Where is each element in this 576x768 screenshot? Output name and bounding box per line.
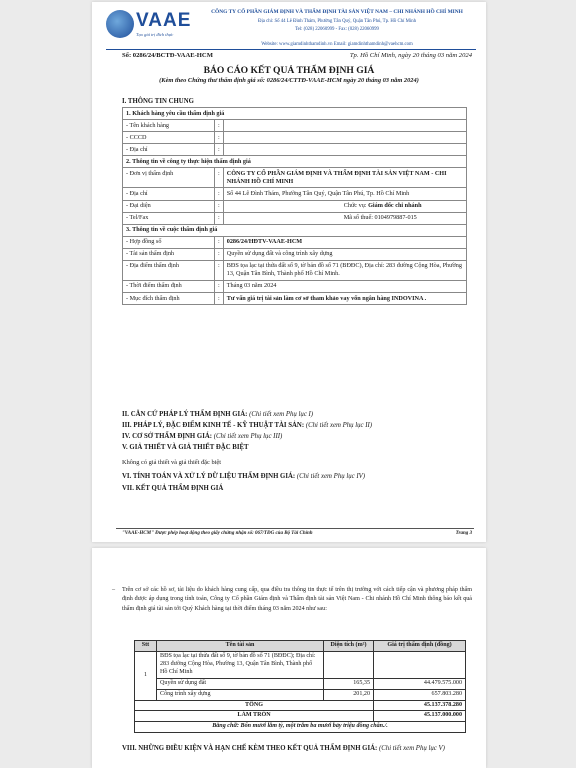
- purpose-label: - Mục đích thẩm định: [123, 293, 215, 305]
- document-page-1: [92, 2, 486, 542]
- total-row: [135, 700, 466, 711]
- cccd-value: [223, 132, 466, 144]
- customer-address-value: [223, 144, 466, 156]
- subsection-appraisal: 3. Thông tin về cuộc thẩm định giá: [123, 224, 467, 236]
- general-info-section: [122, 98, 467, 305]
- footer-divider: [116, 528, 474, 529]
- col-stt: Stt: [135, 641, 157, 652]
- row-stt: 1: [135, 651, 157, 700]
- document-page-2: [92, 548, 486, 768]
- letterhead: [106, 8, 476, 50]
- company-web: Website: www.giamdinhthamdinh.vn Email: giamdinhthamdinh@vaehcm.com: [261, 42, 413, 47]
- section-8-heading: VIII. NHỮNG ĐIỀU KIỆN VÀ HẠN CHẾ KÈM THEO KẾT QUẢ THẨM ĐỊNH GIÁ: (Chi tiết xem Phụ lục V): [122, 745, 445, 752]
- company-address-value: Số 44 Lê Đình Thám, Phường Tân Quý, Quận Tân Phú, Tp. Hồ Chí Minh: [223, 188, 466, 200]
- result-intro: [112, 586, 472, 614]
- section-5-heading: V. GIẢ THIẾT VÀ GIẢ THIẾT ĐẶC BIỆT: [122, 444, 249, 451]
- table-row: [135, 651, 466, 678]
- result-table: [134, 640, 466, 733]
- building-area: 201,20: [324, 689, 374, 700]
- general-info-table: 1. Khách hàng yêu cầu thẩm định giá - Tên khách hàng : - CCCD : - Địa chỉ : 2. Thông tin về công ty thực hiện thẩm định giá - Đơn vị thẩm định : CÔNG TY CỔ PHẦN GIÁM ĐỊNH VÀ THẨM ĐỊNH TÀI SẢN VIỆT NAM - CHI NHÁNH HỒ CHÍ MINH - Địa chỉ : Số 44 Lê Đình Thám, Phường Tân Quý, Quận Tân Phú, Tp. Hồ Chí Minh - Đại diện : Chức vụ: Giám đốc chi nhánh - Tel/Fax : Mã số thuế: 0104979887-015 3. Thông tin về cuộc thẩm định giá - Hợp đồng số : 0286/24/HĐTV-VAAE-HCM - Tài sản thẩm định : Quyền sử dụng đất và công trình xây dựng - Địa điểm thẩm định : BĐS tọa lạc tại thửa đất số 9, tờ bản đồ số 71 (BĐĐC), Địa chỉ: 283 đường Cộng Hòa, Phường 13, Quận Tân Bình, Thành phố Hồ Chí Minh. - Thời điểm thẩm định : Tháng 03 năm 2024 - Mục đích thẩm định : Tư vấn giá trị tài sản làm cơ sở tham khảo vay vốn ngân hàng INDOVINA .: [122, 107, 467, 305]
- globe-icon: [106, 10, 134, 38]
- section-2-heading: II. CĂN CỨ PHÁP LÝ THẨM ĐỊNH GIÁ: (Chi tiết xem Phụ lục I): [122, 411, 314, 418]
- place-date: Tp. Hồ Chí Minh, ngày 20 tháng 03 năm 2024: [349, 52, 472, 59]
- col-asset-name: Tên tài sản: [157, 641, 324, 652]
- rounded-value: 45.137.000.000: [374, 711, 466, 722]
- section-6-heading: VI. TÍNH TOÁN VÀ XỬ LÝ DỮ LIỆU THẨM ĐỊNH GIÁ: (Chi tiết xem Phụ lục IV): [122, 473, 365, 480]
- subsection-company: 2. Thông tin về công ty thực hiện thẩm định giá: [123, 156, 467, 168]
- header-divider: [106, 49, 476, 50]
- section-1-heading: I. THÔNG TIN CHUNG: [122, 98, 194, 105]
- reference-number: Số: 0286/24/BCTĐ-VAAE-HCM: [122, 52, 213, 59]
- total-value: 45.137.378.280: [374, 700, 466, 711]
- intro-text: Trên cơ sở các hồ sơ, tài liệu do khách hàng cung cấp, qua điều tra thông tin thực tế trên thị trường với cách tiếp cận và phương pháp thẩm định được áp dụng trong tính toán, Công ty Cổ phần Giám định và Thẩm định tài sản Việt Nam - Chi nhánh Hồ Chí Minh thông báo kết quả thẩm định giá tài sản tới Quý Khách hàng tại thời điểm tháng 03 năm 2024 như sau:: [122, 587, 472, 612]
- logo-tagline: Tạo giá trị đích thực: [136, 32, 174, 37]
- location-value: BĐS tọa lạc tại thửa đất số 9, tờ bản đồ số 71 (BĐĐC), Địa chỉ: 283 đường Cộng Hòa, Phường 13, Quận Tân Bình, Thành phố Hồ Chí Minh.: [223, 260, 466, 280]
- col-area: Diện tích (m²): [324, 641, 374, 652]
- company-logo: [106, 8, 194, 44]
- section-5-text: Không có giả thiết và giả thiết đặc biệt: [122, 459, 222, 466]
- report-title: BÁO CÁO KẾT QUẢ THẨM ĐỊNH GIÁ: [203, 65, 375, 76]
- land-area: 165,35: [324, 678, 374, 689]
- contract-value: 0286/24/HĐTV-VAAE-HCM: [223, 236, 466, 248]
- section-3-heading: III. PHÁP LÝ, ĐẶC ĐIỂM KINH TẾ - KỸ THUẬT TÀI SẢN: (Chi tiết xem Phụ lục II): [122, 422, 373, 429]
- appraiser-unit-label: - Đơn vị thẩm định: [123, 168, 215, 188]
- company-phone: Tel: (028) 22060999 - Fax: (028) 22060999: [295, 27, 379, 32]
- section-4-heading: IV. CƠ SỞ THẨM ĐỊNH GIÁ: (Chi tiết xem Phụ lục III): [122, 433, 283, 440]
- tel-fax-label: - Tel/Fax: [123, 212, 215, 224]
- company-name: CÔNG TY CỔ PHẦN GIÁM ĐỊNH VÀ THẨM ĐỊNH TÀI SẢN VIỆT NAM – CHI NHÁNH HỒ CHÍ MINH: [211, 9, 463, 15]
- tax-code: Mã số thuế: 0104979887-015: [223, 212, 466, 224]
- customer-address-label: - Địa chỉ: [123, 144, 215, 156]
- row-description: BĐS tọa lạc tại thửa đất số 9, tờ bản đồ số 71 (BĐĐC); Địa chỉ: 283 đường Cộng Hòa, Phường 13, Quận Tân Bình, Thành phố Hồ Chí Minh: [157, 651, 324, 678]
- customer-name-value: [223, 120, 466, 132]
- subsection-customer: 1. Khách hàng yêu cầu thẩm định giá: [123, 108, 467, 120]
- time-value: Tháng 03 năm 2024: [223, 280, 466, 292]
- amount-in-words-row: [135, 722, 466, 733]
- time-label: - Thời điểm thẩm định: [123, 280, 215, 292]
- total-label: TỔNG: [135, 700, 374, 711]
- section-7-heading: VII. KẾT QUẢ THẨM ĐỊNH GIÁ: [122, 485, 224, 492]
- representative-label: - Đại diện: [123, 200, 215, 212]
- reference-line: [122, 52, 472, 62]
- table-row: [135, 678, 466, 689]
- intro-dash: –: [112, 587, 116, 593]
- customer-name-label: - Tên khách hàng: [123, 120, 215, 132]
- rounded-row: [135, 711, 466, 722]
- company-address-label: - Địa chỉ: [123, 188, 215, 200]
- asset-value: Quyền sử dụng đất và công trình xây dựng: [223, 248, 466, 260]
- asset-label: - Tài sản thẩm định: [123, 248, 215, 260]
- building-name: Công trình xây dựng: [157, 689, 324, 700]
- contract-label: - Hợp đồng số: [123, 236, 215, 248]
- company-address: Địa chỉ: Số 44 Lê Đình Thám, Phường Tân Quý, Quận Tân Phú, Tp. Hồ Chí Minh: [257, 19, 416, 24]
- report-subtitle: (Kèm theo Chứng thư thẩm định giá số: 0286/24/CTTĐ-VAAE-HCM ngày 20 tháng 03 năm 2024): [159, 77, 419, 84]
- footer-license: "VAAE-HCM" Được phép hoạt động theo giấy chứng nhận số: 067/TĐG của Bộ Tài Chính: [122, 531, 313, 536]
- amount-in-words: Bằng chữ: Bốn mươi lăm tỷ, một trăm ba mươi bảy triệu đồng chẵn./.: [135, 722, 466, 733]
- rounded-label: LÀM TRÒN: [135, 711, 374, 722]
- land-value: 44.479.575.000: [374, 678, 466, 689]
- logo-text: VAAE: [136, 10, 192, 31]
- appraiser-unit-value: CÔNG TY CỔ PHẦN GIÁM ĐỊNH VÀ THẨM ĐỊNH TÀI SẢN VIỆT NAM - CHI NHÁNH HỒ CHÍ MINH: [223, 168, 466, 188]
- page-footer: [122, 531, 472, 536]
- purpose-value: Tư vấn giá trị tài sản làm cơ sở tham khảo vay vốn ngân hàng INDOVINA .: [223, 293, 466, 305]
- page-number: Trang 3: [455, 531, 472, 536]
- table-row: [135, 689, 466, 700]
- building-value: 657.803.280: [374, 689, 466, 700]
- result-section: [134, 640, 466, 733]
- cccd-label: - CCCD: [123, 132, 215, 144]
- col-value: Giá trị thẩm định (đồng): [374, 641, 466, 652]
- representative-role: Chức vụ: Giám đốc chi nhánh: [223, 200, 466, 212]
- location-label: - Địa điểm thẩm định: [123, 260, 215, 280]
- land-name: Quyền sử dụng đất: [157, 678, 324, 689]
